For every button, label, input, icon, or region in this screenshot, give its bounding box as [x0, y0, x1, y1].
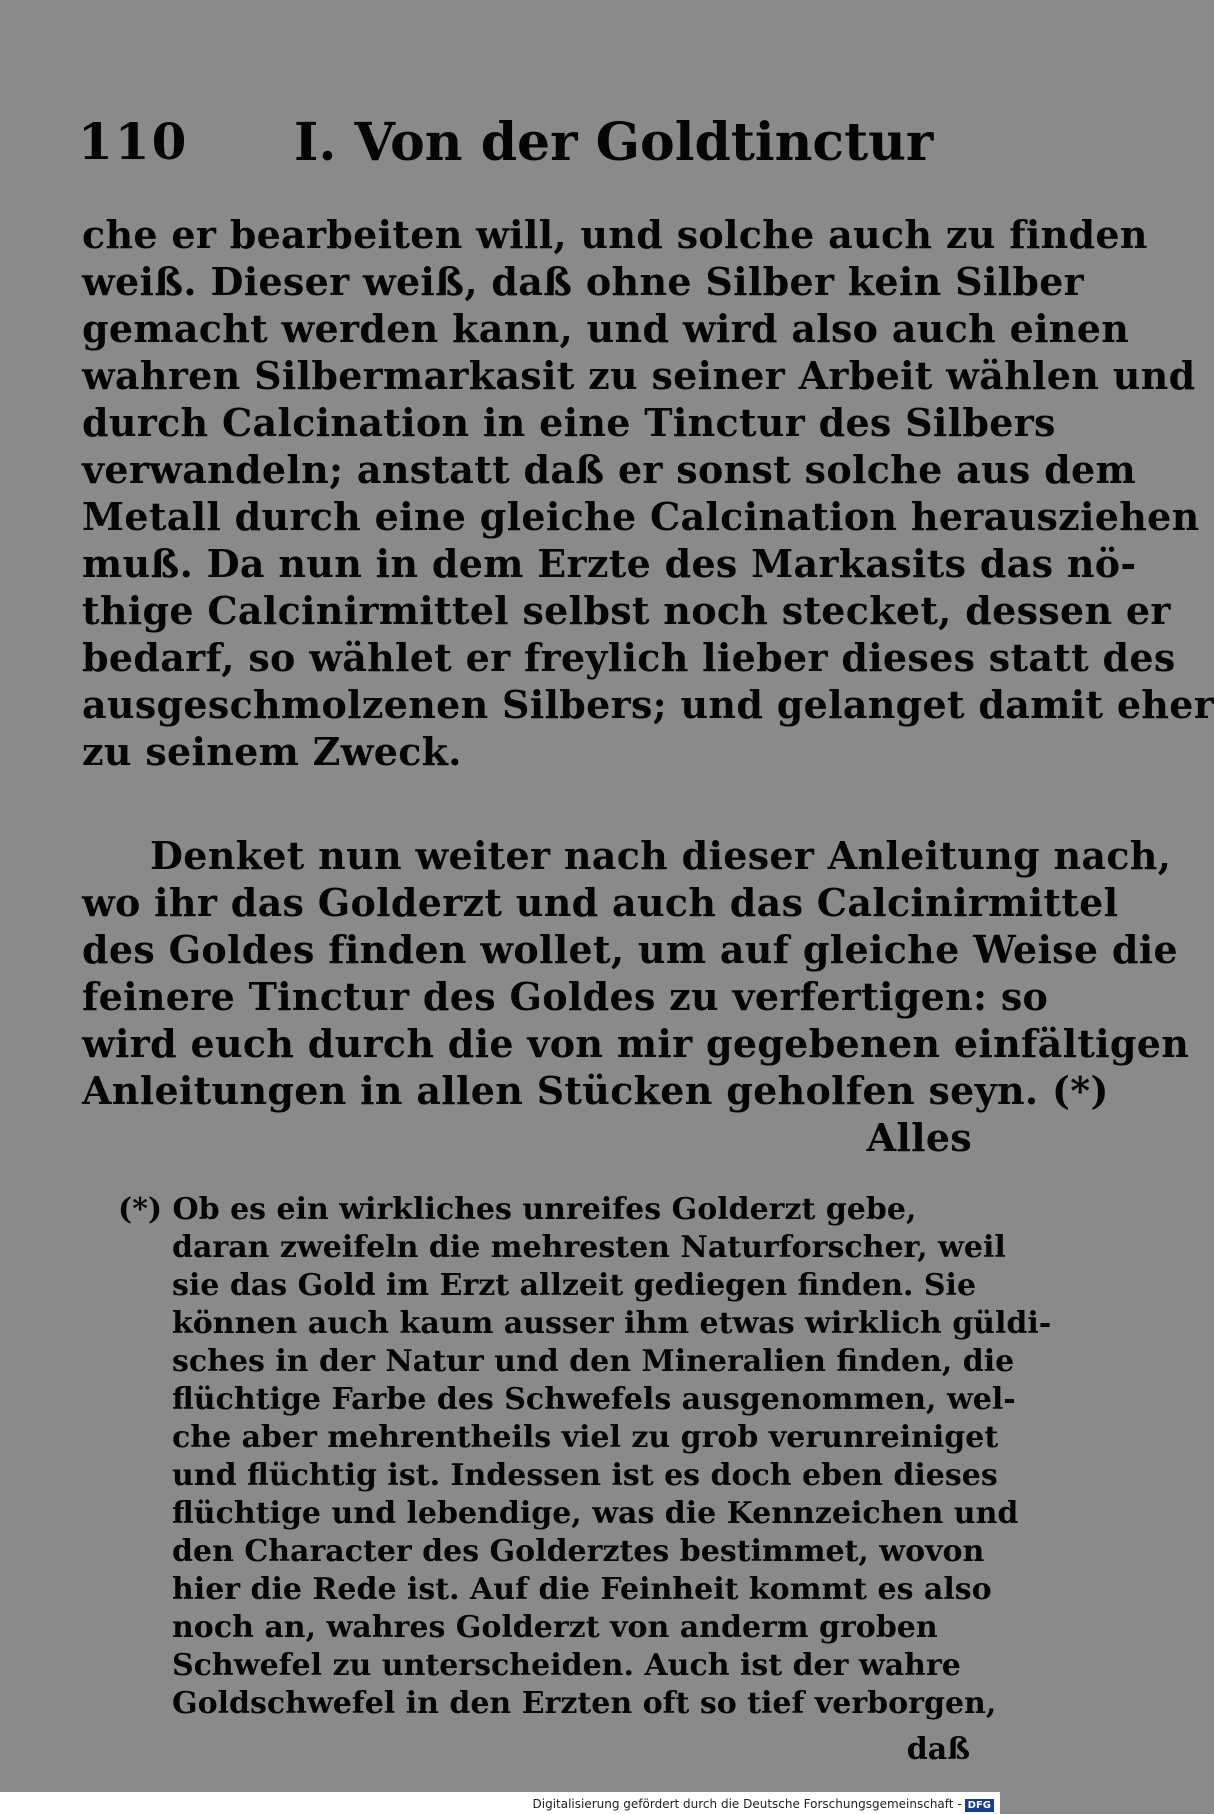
text-line: gemacht werden kann, und wird also auch einen — [82, 306, 1130, 351]
text-line: Denket nun weiter nach dieser Anleitung nach, — [150, 833, 1172, 878]
text-line: des Goldes finden wollet, um auf gleiche Weise die — [82, 927, 1178, 972]
text-line: Metall durch eine gleiche Calcination herausziehen — [82, 494, 1200, 539]
footnote-line: Goldschwefel in den Erzten oft so tief verborgen, — [172, 1686, 997, 1721]
text-line: wo ihr das Golderzt und auch das Calcinirmittel — [82, 880, 1119, 925]
text-line: thige Calcinirmittel selbst noch stecket, dessen er — [82, 588, 1171, 633]
footnote-line: (*) Ob es ein wirkliches unreifes Golderzt gebe, — [118, 1192, 917, 1227]
footnote-line: noch an, wahres Golderzt von anderm groben — [172, 1610, 938, 1645]
footnote-line: Schwefel zu unterscheiden. Auch ist der wahre — [172, 1648, 961, 1683]
footnote-line: den Character des Golderztes bestimmet, wovon — [172, 1534, 985, 1569]
footnote-line: flüchtige und lebendige, was die Kennzeichen und — [172, 1496, 1019, 1531]
footnote-line: flüchtige Farbe des Schwefels ausgenommen, wel- — [172, 1382, 1016, 1417]
page-header — [78, 112, 958, 182]
dfg-logo-icon: DFG — [965, 1799, 994, 1812]
footnote-line: sie das Gold im Erzt allzeit gediegen finden. Sie — [172, 1268, 977, 1303]
footer-credit — [533, 1797, 995, 1812]
running-title: I. Von der Goldtinctur — [294, 112, 934, 173]
footnote-line: che aber mehrentheils viel zu grob verunreiniget — [172, 1420, 999, 1455]
footnote-line: hier die Rede ist. Auf die Feinheit kommt es also — [172, 1572, 992, 1607]
text-line: zu seinem Zweck. — [82, 729, 462, 774]
text-line: bedarf, so wählet er freylich lieber dieses statt des — [82, 635, 1176, 680]
footnote-line: sches in der Natur und den Mineralien finden, die — [172, 1344, 1015, 1379]
page-number: 110 — [78, 112, 189, 171]
text-line: wahren Silbermarkasit zu seiner Arbeit wählen und — [82, 353, 1196, 398]
text-line: che er bearbeiten will, und solche auch zu finden — [82, 212, 1148, 257]
text-line: verwandeln; anstatt daß er sonst solche aus dem — [82, 447, 1136, 492]
catchword: Alles — [866, 1115, 972, 1160]
footnote-line: daran zweifeln die mehresten Naturforscher, weil — [172, 1230, 1006, 1265]
digitization-footer — [0, 1792, 1000, 1814]
text-line: ausgeschmolzenen Silbers; und gelanget damit eher — [82, 682, 1214, 727]
text-line: weiß. Dieser weiß, daß ohne Silber kein Silber — [82, 259, 1084, 304]
text-line: Anleitungen in allen Stücken geholfen seyn. (*) — [82, 1068, 1109, 1113]
footnote-line: und flüchtig ist. Indessen ist es doch eben dieses — [172, 1458, 998, 1493]
footnote-catchword: daß — [906, 1732, 970, 1767]
text-line: muß. Da nun in dem Erzte des Markasits das nö- — [82, 541, 1137, 586]
text-line: wird euch durch die von mir gegebenen einfältigen — [82, 1021, 1190, 1066]
text-line: durch Calcination in eine Tinctur des Silbers — [82, 400, 1056, 445]
footnote-line: können auch kaum ausser ihm etwas wirklich güldi- — [172, 1306, 1052, 1341]
footer-credit-text: Digitalisierung gefördert durch die Deutsche Forschungsgemeinschaft - — [532, 1797, 962, 1811]
text-line: feinere Tinctur des Goldes zu verfertigen: so — [82, 974, 1049, 1019]
